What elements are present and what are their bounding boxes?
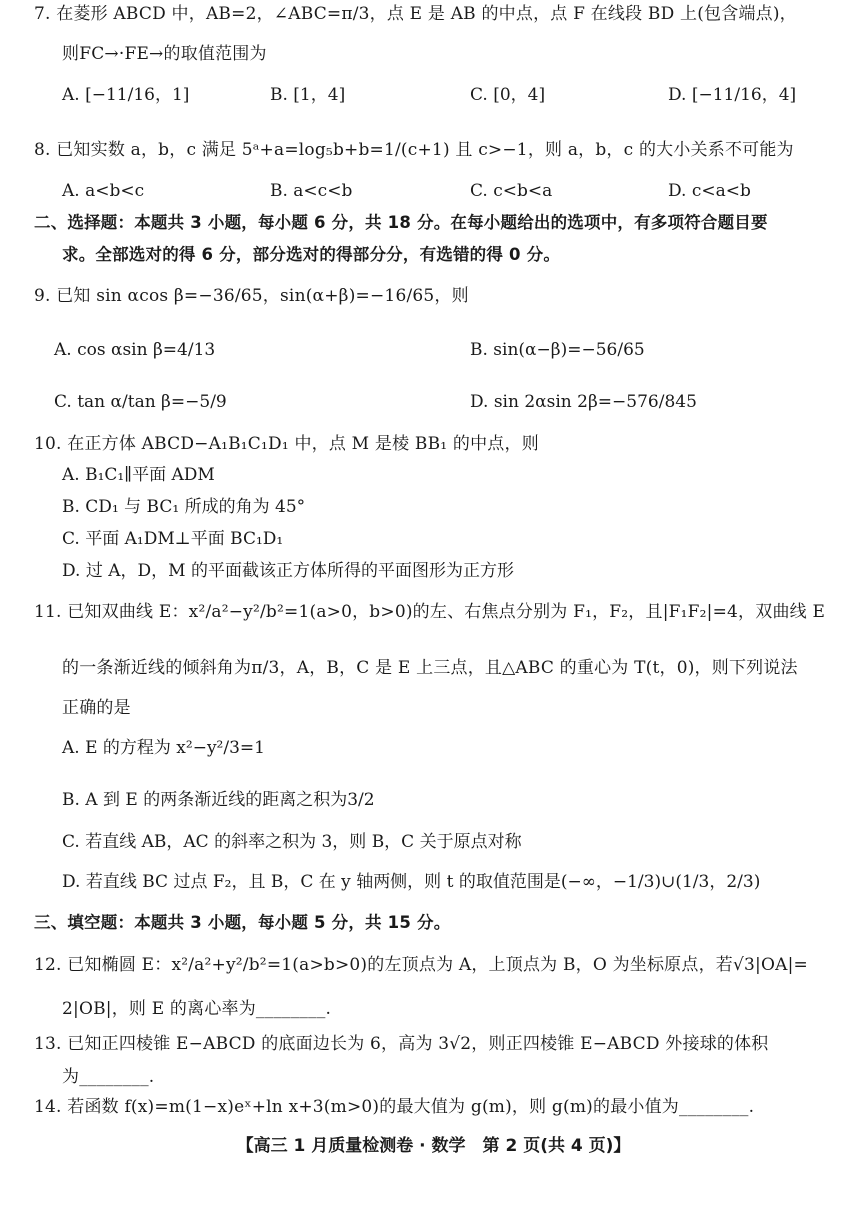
q7-stem-line1: 7. 在菱形 ABCD 中，AB=2，∠ABC=π/3，点 E 是 AB 的中点，点 F 在线段 BD 上(包含端点)， [34, 4, 797, 24]
q8-option-a: A. a<b<c [62, 181, 145, 201]
q11-option-a: A. E 的方程为 x²−y²/3=1 [62, 738, 265, 758]
q7-option-c: C. [0，4] [470, 85, 546, 105]
q10-option-c: C. 平面 A₁DM⊥平面 BC₁D₁ [62, 529, 284, 549]
q12-stem-line1: 12. 已知椭圆 E：x²/a²+y²/b²=1(a>b>0)的左顶点为 A，上顶点为 B，O 为坐标原点，若√3|OA|= [34, 955, 808, 975]
section2-heading-line2: 求。全部选对的得 6 分，部分选对的得部分分，有选错的得 0 分。 [62, 245, 561, 264]
q11-stem-line3: 正确的是 [62, 698, 131, 718]
q8-stem: 8. 已知实数 a，b，c 满足 5ᵃ+a=log₅b+b=1/(c+1) 且 c>−1，则 a，b，c 的大小关系不可能为 [34, 140, 794, 160]
q11-option-b: B. A 到 E 的两条渐近线的距离之积为3/2 [62, 790, 375, 810]
q10-stem: 10. 在正方体 ABCD−A₁B₁C₁D₁ 中，点 M 是棱 BB₁ 的中点，则 [34, 434, 539, 454]
q9-stem: 9. 已知 sin αcos β=−36/65，sin(α+β)=−16/65，则 [34, 286, 469, 306]
q8-option-c: C. c<b<a [470, 181, 553, 201]
q12-stem-line2: 2|OB|，则 E 的离心率为________. [62, 999, 332, 1019]
q11-stem-line2: 的一条渐近线的倾斜角为π/3，A，B，C 是 E 上三点，且△ABC 的重心为 T(t，0)，则下列说法 [62, 658, 798, 678]
q7-option-d: D. [−11/16，4] [668, 85, 797, 105]
q8-option-b: B. a<c<b [270, 181, 353, 201]
q11-stem-line1: 11. 已知双曲线 E：x²/a²−y²/b²=1(a>0，b>0)的左、右焦点分别为 F₁，F₂，且|F₁F₂|=4，双曲线 E [34, 602, 826, 622]
q10-option-b: B. CD₁ 与 BC₁ 所成的角为 45° [62, 497, 306, 517]
q9-option-a: A. cos αsin β=4/13 [54, 340, 216, 360]
q9-option-d: D. sin 2αsin 2β=−576/845 [470, 392, 697, 412]
q10-option-d: D. 过 A，D，M 的平面截该正方体所得的平面图形为正方形 [62, 561, 514, 581]
section2-heading-line1: 二、选择题：本题共 3 小题，每小题 6 分，共 18 分。在每小题给出的选项中，有多项符合题目要 [34, 213, 768, 232]
q13-stem-line2: 为________. [62, 1067, 155, 1087]
q13-stem-line1: 13. 已知正四棱锥 E−ABCD 的底面边长为 6，高为 3√2，则正四棱锥 E−ABCD 外接球的体积 [34, 1034, 769, 1054]
q7-stem-line2: 则FC→·FE→的取值范围为 [62, 44, 267, 64]
q8-option-d: D. c<a<b [668, 181, 751, 201]
page-footer: 【高三 1 月质量检测卷 · 数学 第 2 页(共 4 页)】 [236, 1136, 631, 1156]
q11-option-d: D. 若直线 BC 过点 F₂，且 B，C 在 y 轴两侧，则 t 的取值范围是(−∞，−1/3)∪(1/3，2/3) [62, 872, 761, 892]
q9-option-b: B. sin(α−β)=−56/65 [470, 340, 645, 360]
q7-option-a: A. [−11/16，1] [62, 85, 190, 105]
section3-heading: 三、填空题：本题共 3 小题，每小题 5 分，共 15 分。 [34, 913, 451, 932]
q10-option-a: A. B₁C₁∥平面 ADM [62, 465, 215, 485]
q11-option-c: C. 若直线 AB，AC 的斜率之积为 3，则 B，C 关于原点对称 [62, 832, 522, 852]
q9-option-c: C. tan α/tan β=−5/9 [54, 392, 227, 412]
q7-option-b: B. [1，4] [270, 85, 346, 105]
q14-stem: 14. 若函数 f(x)=m(1−x)eˣ+ln x+3(m>0)的最大值为 g(m)，则 g(m)的最小值为________. [34, 1097, 755, 1117]
